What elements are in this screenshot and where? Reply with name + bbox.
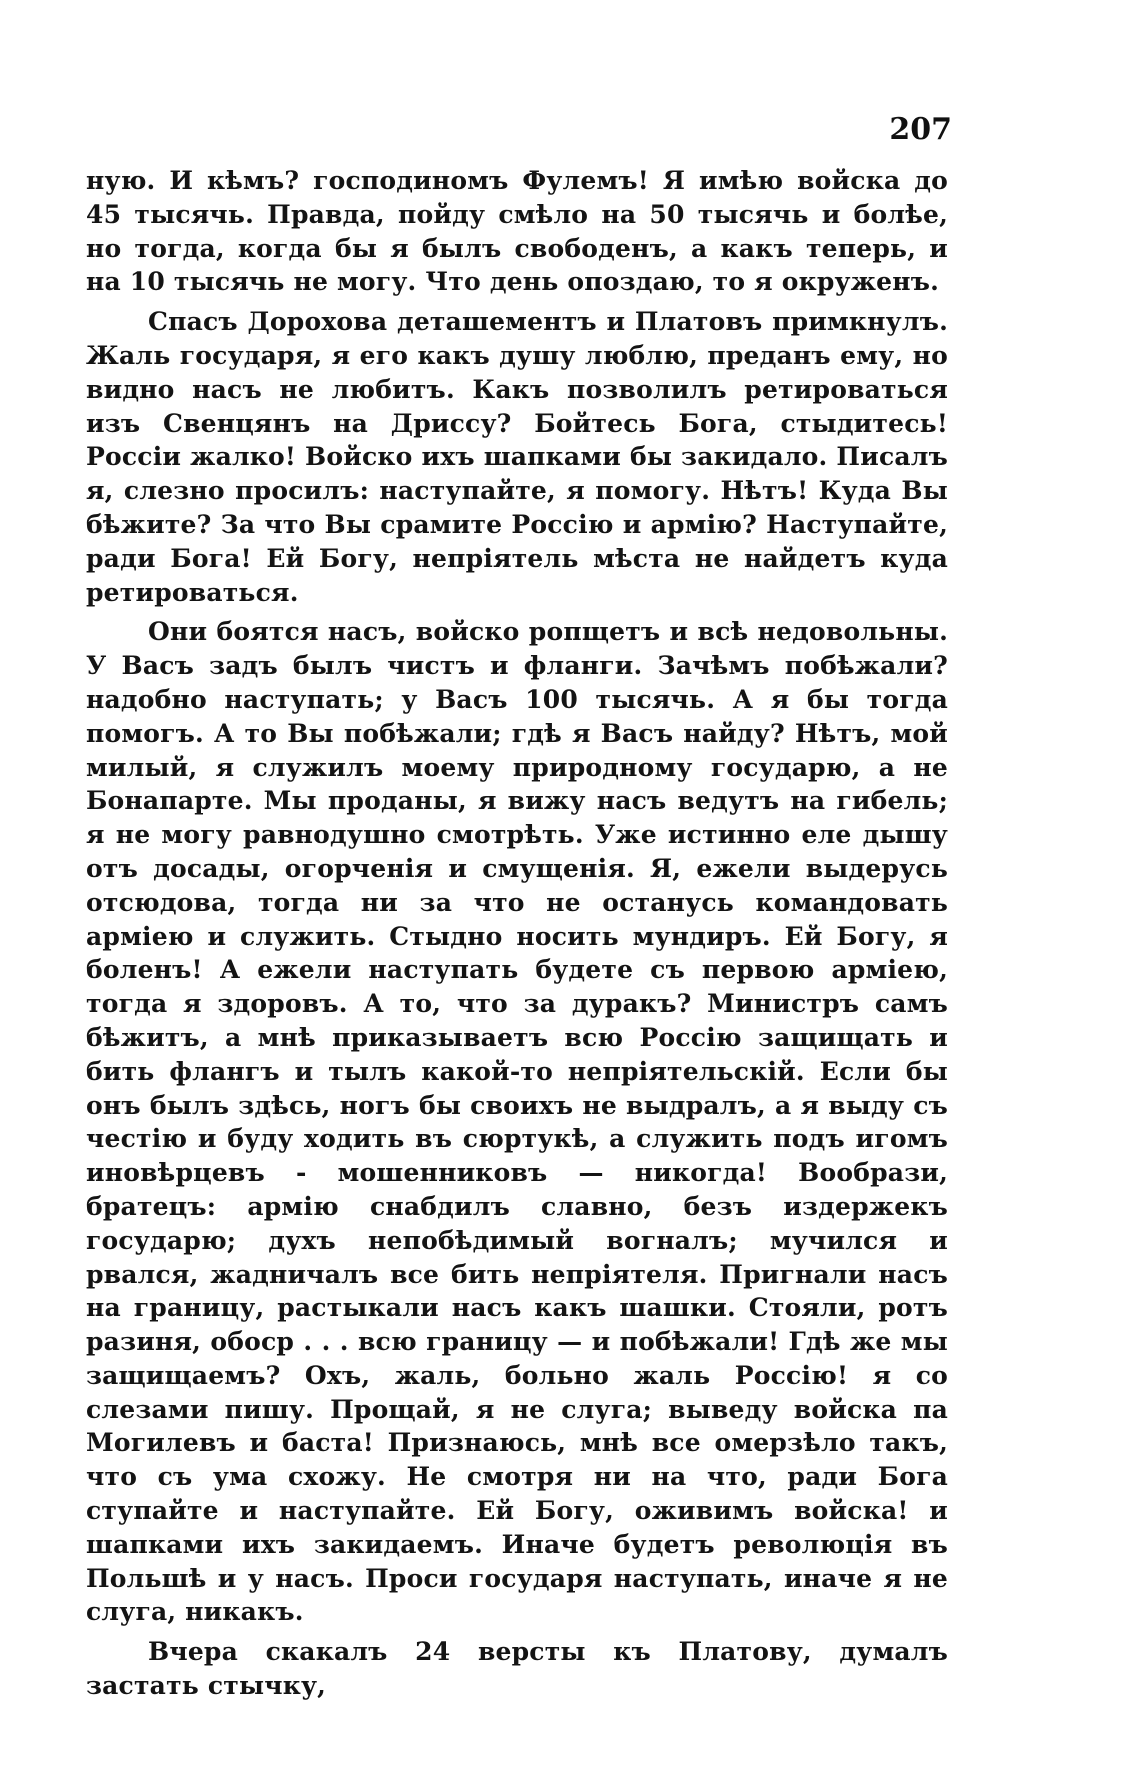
page-number: 207: [889, 112, 952, 147]
paragraph: Спасъ Дорохова деташементъ и Платовъ примкнулъ. Жаль государя, я его какъ душу люблю, преданъ ему, но видно насъ не любитъ. Какъ позволилъ ретироваться изъ Свенцянъ на Дриссу? Бойтесь Бога, стыдитесь! Россіи жалко! Войско ихъ шапками бы закидало. Писалъ я, слезно просилъ: наступайте, я помогу. Нѣтъ! Куда Вы бѣжите? За что Вы срамите Россію и армію? Наступайте, ради Бога! Ей Богу, непріятель мѣста не найдетъ куда ретироваться.: [86, 307, 948, 607]
paragraph: Вчера скакалъ 24 версты къ Платову, думалъ застать стычку,: [86, 1637, 948, 1701]
paragraph-continuation: ную. И кѣмъ? господиномъ Фулемъ! Я имѣю войска до 45 тысячь. Правда, пойду смѣло на 50 тысячь и болѣе, но тогда, когда бы я былъ свободенъ, а какъ теперь, и на 10 тысячь не могу. Что день опоздаю, то я окруженъ.: [86, 166, 948, 297]
paragraph: Они боятся насъ, войско ропщетъ и всѣ недовольны. У Васъ задъ былъ чистъ и фланги. Зачѣмъ побѣжали? надобно наступать; у Васъ 100 тысячь. А я бы тогда помогъ. А то Вы побѣжали; гдѣ я Васъ найду? Нѣтъ, мой милый, я служилъ моему природному государю, а не Бонапарте. Мы проданы, я вижу насъ ведутъ на гибель; я не могу равнодушно смотрѣть. Уже истинно еле дышу отъ досады, огорченія и смущенія. Я, ежели выдерусь отсюдова, тогда ни за что не останусь командовать арміею и служить. Стыдно носить мундиръ. Ей Богу, я боленъ! А ежели наступать будете съ первою арміею, тогда я здоровъ. А то, что за дуракъ? Министръ самъ бѣжитъ, а мнѣ приказываетъ всю Россію защищать и бить флангъ и тылъ какой-то непріятельскій. Если бы онъ былъ здѣсь, ногъ бы своихъ не выдралъ, а я выду съ честію и буду ходить въ сюртукѣ, а служить подъ игомъ иновѣрцевъ - мошенниковъ — никогда! Вообрази, братецъ: армію снабдилъ славно, безъ издержекъ государю; духъ непобѣдимый вогналъ; мучился и рвался, жадничалъ все бить непріятеля. Пригнали насъ на границу, растыкали насъ какъ шашки. Стояли, ротъ разиня, обоср . . . всю границу — и побѣжали! Гдѣ же мы защищаемъ? Охъ, жаль, больно жаль Россію! я со слезами пишу. Прощай, я не слуга; выведу войска па Могилевъ и баста! Признаюсь, мнѣ все омерзѣло такъ, что съ ума схожу. Не смотря ни на что, ради Бога ступайте и наступайте. Ей Богу, оживимъ войска! и шапками ихъ закидаемъ. Иначе будетъ революція въ Польшѣ и у насъ. Проси государя наступать, иначе я не слуга, никакъ.: [86, 617, 948, 1627]
page-body: [86, 164, 948, 1703]
